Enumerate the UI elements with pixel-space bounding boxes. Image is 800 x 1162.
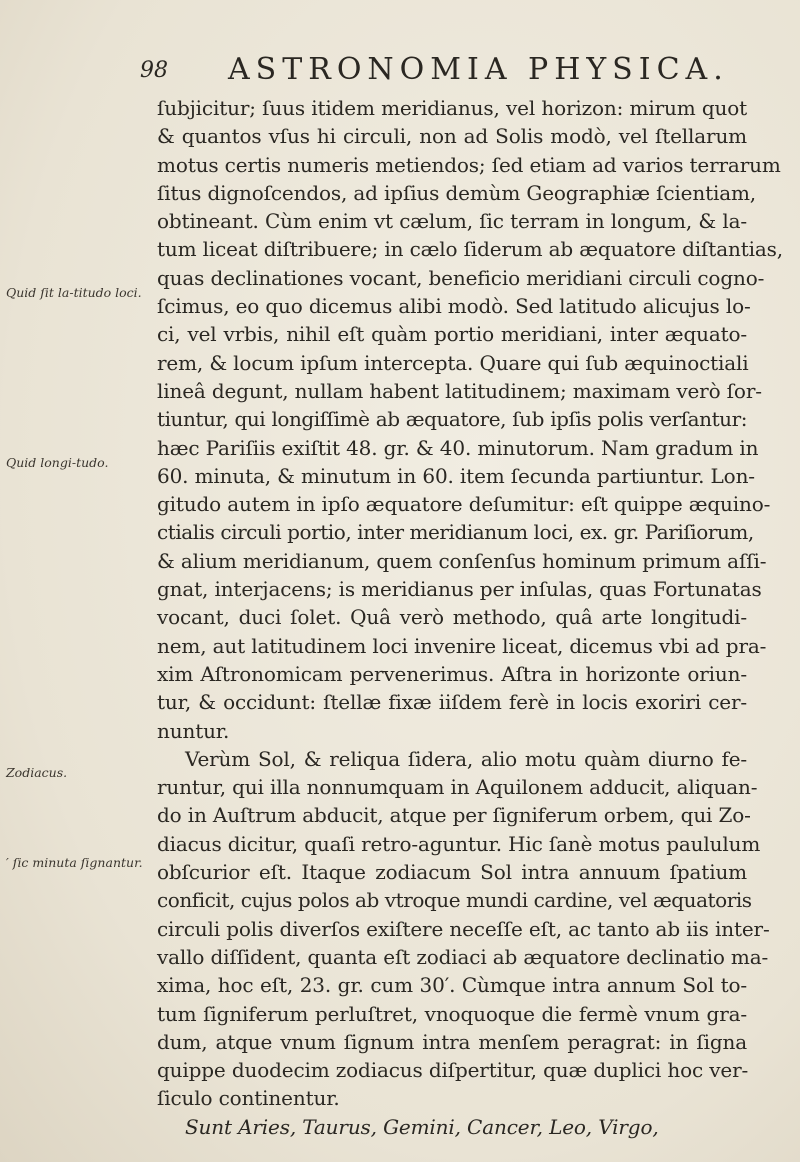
text-line: circuli polis diverſos exiſtere neceſſe eſt, ac tanto ab iis inter- (157, 916, 770, 941)
margin-note-longitudo: Quid longi-tudo. (6, 455, 109, 470)
text-line: ſubjicitur; ſuus itidem meridianus, vel horizon: mirum quot (157, 96, 747, 120)
text-line: motus certis numeris metiendos; ſed etiam ad varios terrarum (157, 152, 781, 177)
text-line: ſiculo continentur. (157, 1086, 340, 1111)
running-head: ASTRONOMIA PHYSICA. (228, 52, 729, 87)
text-line: tum liceat diſtribuere; in cælo ſiderum ab æquatore diſtantias, (157, 237, 783, 262)
text-line: hæc Pariſiis exiſtit 48. gr. & 40. minutorum. Nam gradum in (157, 435, 759, 460)
text-line: diacus dicitur, quaſi retro-aguntur. Hic ſanè motus paululum (157, 831, 761, 856)
text-line: & quantos vſus hi circuli, non ad Solis modò, vel ſtellarum (157, 124, 747, 149)
text-line: conficit, cujus polos ab vtroque mundi cardine, vel æquatoris (157, 888, 752, 913)
margin-note-minuta: ′ ſic minuta ſignantur. (6, 855, 143, 870)
text-line: & alium meridianum, quem conſenſus hominum primum aſſi- (157, 548, 767, 573)
text-line: quas declinationes vocant, beneficio meridiani circuli cogno- (157, 265, 765, 290)
text-line: runtur, qui illa nonnumquam in Aquilonem adducit, aliquan- (157, 775, 758, 800)
text-line: lineâ degunt, nullam habent latitudinem; maximam verò ſor- (157, 378, 762, 403)
text-line: dum, atque vnum ſignum intra menſem peragrat: in ſigna (157, 1029, 747, 1054)
text-line: gnat, interjacens; is meridianus per inſulas, quas Fortunatas (157, 577, 762, 602)
text-line: rem, & locum ipſum intercepta. Quare qui ſub æquinoctiali (157, 350, 749, 375)
text-line: nem, aut latitudinem loci invenire liceat, dicemus vbi ad pra- (157, 633, 767, 658)
text-line: ctialis circuli portio, inter meridianum loci, ex. gr. Pariſiorum, (157, 520, 754, 545)
body-text (157, 94, 783, 1141)
text-line: ci, vel vrbis, nihil eſt quàm portio meridiani, inter æquato- (157, 322, 747, 347)
margin-note-zodiacus: Zodiacus. (6, 765, 68, 780)
text-line: obtineant. Cùm enim vt cælum, ſic terram in longum, & la- (157, 209, 747, 234)
text-line: vocant, duci ſolet. Quâ verò methodo, quâ arte longitudi- (157, 605, 747, 630)
text-line: ſitus dignoſcendos, ad ipſius demùm Geographiæ ſcientiam, (157, 180, 757, 205)
text-line: 60. minuta, & minutum in 60. item ſecunda partiuntur. Lon- (157, 463, 755, 488)
text-line: vallo diſſident, quanta eſt zodiaci ab æquatore declinatio ma- (157, 944, 769, 969)
text-line: nuntur. (157, 718, 230, 743)
text-line: tiuntur, qui longiſſimè ab æquatore, ſub ipſis polis verſantur: (157, 407, 747, 432)
text-line: tur, & occidunt: ſtellæ fixæ iiſdem ferè in locis exoriri cer- (157, 690, 747, 715)
text-line: gitudo autem in ipſo æquatore deſumitur: eſt quippe æquino- (157, 492, 771, 517)
verse-line: Sunt Aries, Taurus, Gemini, Cancer, Leo, Virgo, (185, 1114, 659, 1139)
text-line: Verùm Sol, & reliqua ſidera, alio motu quàm diurno fe- (185, 746, 747, 771)
text-line: tum ſigniferum perluſtret, vnoquoque die fermè vnum gra- (157, 1001, 747, 1026)
text-line: ſcimus, eo quo dicemus alibi modò. Sed latitudo alicujus lo- (157, 294, 751, 319)
text-line: quippe duodecim zodiacus diſpertitur, quæ duplici hoc ver- (157, 1058, 749, 1083)
text-line: xim Aſtronomicam pervenerimus. Aſtra in horizonte oriun- (157, 661, 747, 686)
text-line: obſcurior eſt. Itaque zodiacum Sol intra annuum ſpatium (157, 860, 747, 885)
margin-note-latitudo: Quid ſit la-titudo loci. (6, 285, 142, 300)
page-number: 98 (140, 58, 168, 83)
page-header (140, 52, 729, 92)
text-line: xima, hoc eſt, 23. gr. cum 30′. Cùmque intra annum Sol to- (157, 973, 747, 998)
text-line: do in Auſtrum abducit, atque per ſigniferum orbem, qui Zo- (157, 803, 751, 828)
